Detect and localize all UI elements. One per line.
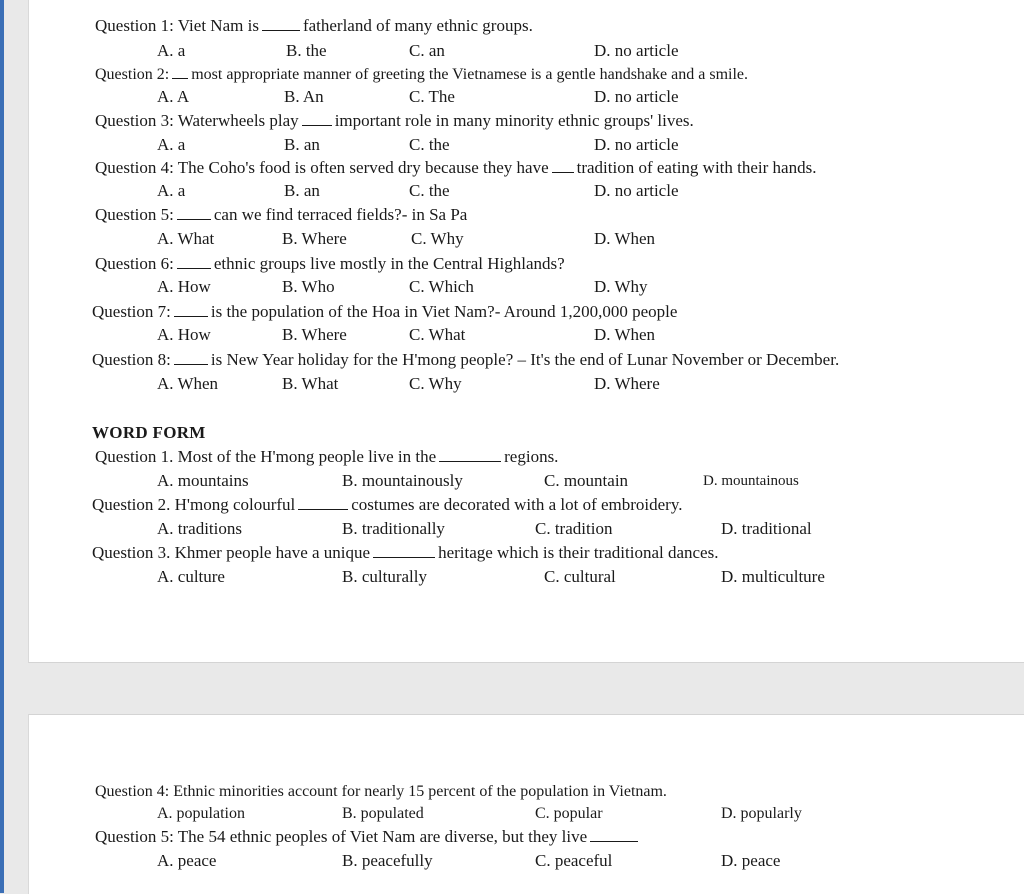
question-text: Question 5: can we find terraced fields?- in Sa Pa xyxy=(95,205,468,224)
option-c: C. peaceful xyxy=(535,851,613,870)
option-b: B. an xyxy=(284,181,320,200)
option-d: D. no article xyxy=(594,87,679,106)
option-a: A. How xyxy=(157,325,211,344)
option-d: D. traditional xyxy=(721,519,812,538)
answer-blank xyxy=(439,447,501,462)
option-c: C. popular xyxy=(535,805,603,822)
answer-blank xyxy=(590,827,638,842)
option-c: C. The xyxy=(409,87,455,106)
answer-blank xyxy=(373,543,435,558)
option-b: B. Who xyxy=(282,277,335,296)
left-accent-bar xyxy=(0,0,4,893)
option-a: A. a xyxy=(157,181,186,200)
option-d: D. Where xyxy=(594,374,660,393)
option-d: D. no article xyxy=(594,41,679,60)
answer-blank xyxy=(174,302,208,317)
option-c: C. Which xyxy=(409,277,474,296)
option-a: A. population xyxy=(157,805,245,822)
option-d: D. peace xyxy=(721,851,781,870)
option-d: D. no article xyxy=(594,181,679,200)
question-text: Question 8: is New Year holiday for the H'mong people? – It's the end of Lunar November or December. xyxy=(92,350,840,369)
answer-blank xyxy=(174,350,208,365)
question-text: Question 1. Most of the H'mong people live in the regions. xyxy=(95,447,559,466)
option-b: B. Where xyxy=(282,229,347,248)
option-b: B. an xyxy=(284,135,320,154)
option-a: A. What xyxy=(157,229,215,248)
question-text: Question 3: Waterwheels play important role in many minority ethnic groups' lives. xyxy=(95,111,694,130)
option-c: C. the xyxy=(409,135,450,154)
section-heading: WORD FORM xyxy=(92,423,206,442)
option-b: B. the xyxy=(286,41,327,60)
option-a: A. a xyxy=(157,41,186,60)
option-d: D. Why xyxy=(594,277,648,296)
option-b: B. traditionally xyxy=(342,519,445,538)
option-b: B. mountainously xyxy=(342,471,463,490)
option-d: D. mountainous xyxy=(703,473,799,489)
answer-blank xyxy=(177,205,211,220)
option-b: B. Where xyxy=(282,325,347,344)
option-b: B. peacefully xyxy=(342,851,433,870)
option-c: C. tradition xyxy=(535,519,613,538)
question-text: Question 7: is the population of the Hoa in Viet Nam?- Around 1,200,000 people xyxy=(92,302,678,321)
option-a: A. How xyxy=(157,277,211,296)
option-c: C. cultural xyxy=(544,567,616,586)
answer-blank xyxy=(172,64,188,79)
question-text: Question 4: The Coho's food is often served dry because they have tradition of eating with their hands. xyxy=(95,158,817,177)
option-c: C. What xyxy=(409,325,466,344)
option-a: A. mountains xyxy=(157,471,249,490)
option-b: B. An xyxy=(284,87,324,106)
option-c: C. mountain xyxy=(544,471,629,490)
question-text: Question 4: Ethnic minorities account for nearly 15 percent of the population in Vietnam. xyxy=(95,783,667,800)
option-b: B. culturally xyxy=(342,567,427,586)
option-d: D. When xyxy=(594,325,656,344)
option-c: C. Why xyxy=(409,374,462,393)
option-b: B. What xyxy=(282,374,339,393)
option-c: C. Why xyxy=(411,229,464,248)
option-a: A. peace xyxy=(157,851,217,870)
question-text: Question 1: Viet Nam is fatherland of many ethnic groups. xyxy=(95,16,533,35)
answer-blank xyxy=(262,16,300,31)
option-a: A. culture xyxy=(157,567,225,586)
option-d: D. multiculture xyxy=(721,567,825,586)
option-d: D. When xyxy=(594,229,656,248)
question-text: Question 3. Khmer people have a unique heritage which is their traditional dances. xyxy=(92,543,719,562)
question-text: Question 2. H'mong colourful costumes are decorated with a lot of embroidery. xyxy=(92,495,683,514)
question-text: Question 2: most appropriate manner of greeting the Vietnamese is a gentle handshake and a smile. xyxy=(95,66,748,83)
question-text: Question 5: The 54 ethnic peoples of Viet Nam are diverse, but they live xyxy=(95,827,641,847)
option-c: C. an xyxy=(409,41,445,60)
option-a: A. A xyxy=(157,87,190,106)
option-d: D. no article xyxy=(594,135,679,154)
option-d: D. popularly xyxy=(721,805,802,822)
option-a: A. traditions xyxy=(157,519,242,538)
answer-blank xyxy=(302,111,332,126)
answer-blank xyxy=(298,495,348,510)
option-a: A. When xyxy=(157,374,219,393)
option-c: C. the xyxy=(409,181,450,200)
answer-blank xyxy=(177,254,211,269)
option-a: A. a xyxy=(157,135,186,154)
option-b: B. populated xyxy=(342,805,424,822)
question-text: Question 6: ethnic groups live mostly in the Central Highlands? xyxy=(95,254,565,273)
answer-blank xyxy=(552,158,574,173)
